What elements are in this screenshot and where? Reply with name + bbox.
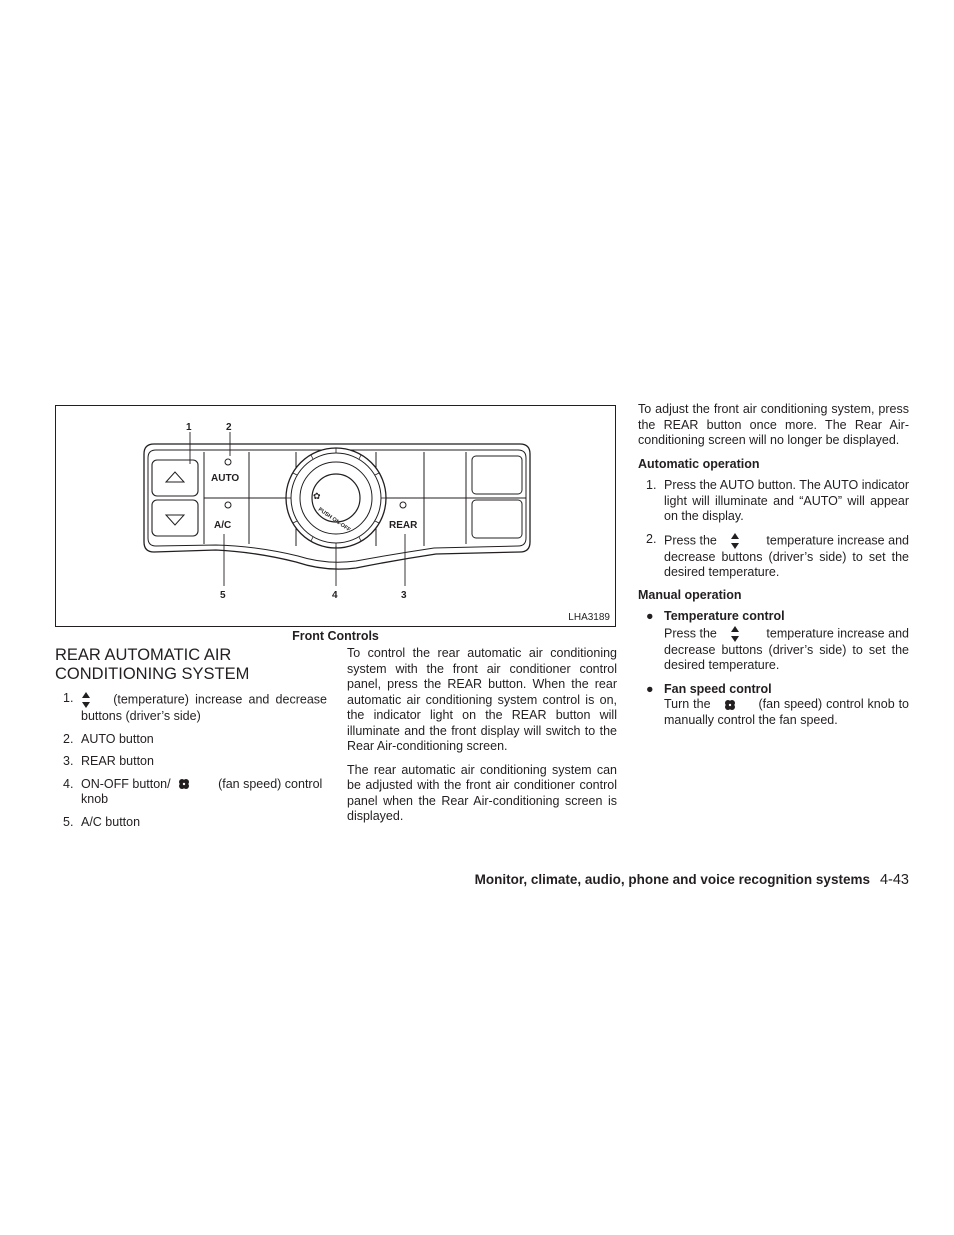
ac-panel-label: A/C: [214, 520, 232, 531]
list-number: 3.: [63, 754, 74, 768]
paragraph: To control the rear automatic air conditioning system with the front air conditioner control panel, press the REAR button. When the rear automatic air conditioning system control is on, the indicator light on the REAR button will illuminate and the front display will switch to the Rear Air-conditioning screen.: [347, 646, 617, 753]
automatic-operation-heading: Automatic operation: [638, 456, 760, 471]
section-title: [55, 646, 327, 683]
temp-updown-icon: [730, 625, 740, 643]
step-text-after: temperature increase and decrease buttons (driver’s side) to set the desired temperature.: [664, 532, 909, 579]
list-item: [55, 815, 327, 831]
component-list: [55, 691, 327, 830]
column-3: [638, 402, 909, 736]
bullet-item: [638, 609, 909, 674]
list-item: [55, 777, 327, 808]
bullet-text-after: (fan speed) control knob to manually control the fan speed.: [664, 697, 909, 727]
list-number: 1.: [63, 691, 74, 705]
list-number: 5.: [63, 814, 74, 829]
callout-4: 4: [332, 590, 338, 601]
bullet-item: [638, 682, 909, 729]
bullet-body: [664, 697, 909, 728]
list-text: A/C button: [81, 814, 141, 829]
knob-fan-icon: ✿: [313, 492, 321, 502]
bullet-body: [664, 625, 909, 674]
paragraph: The rear automatic air conditioning system can be adjusted with the front air conditioner control panel when the Rear Air-conditioning screen is displayed.: [347, 762, 617, 823]
list-item: [55, 691, 327, 725]
callout-3: 3: [401, 590, 407, 601]
bullet-dot: ●: [646, 681, 654, 696]
page-number: 4-43: [879, 872, 909, 888]
list-item: [55, 754, 327, 770]
list-text-after: (fan speed) control knob: [81, 776, 323, 806]
page-footer: [475, 872, 909, 888]
list-text-before: ON-OFF button/: [81, 776, 171, 791]
step-number: 1.: [646, 478, 657, 492]
step-text: Press the AUTO button. The AUTO indicator light will illuminate and “AUTO” will appear on the display.: [664, 478, 909, 523]
front-controls-figure: [55, 405, 616, 627]
knob-label: PUSH ON-OFF: [316, 506, 352, 534]
list-number: 4.: [63, 776, 74, 791]
chapter-title: Monitor, climate, audio, phone and voice recognition systems: [474, 872, 870, 887]
list-text: REAR button: [81, 754, 154, 768]
column-2: [347, 646, 617, 833]
step-number: 2.: [646, 531, 657, 546]
callout-5: 5: [220, 590, 226, 601]
intro-paragraph: To adjust the front air conditioning system, press the REAR button once more. The Rear Air-conditioning screen will no longer be displayed.: [638, 402, 909, 447]
bullet-text-before: Turn the: [664, 697, 711, 711]
figure-code: LHA3189: [568, 612, 610, 623]
fan-icon: [178, 778, 190, 790]
list-text: AUTO button: [81, 731, 154, 746]
automatic-steps: [638, 478, 909, 581]
bullet-text-after: temperature increase and decrease buttons (driver’s side) to set the desired temperature.: [664, 625, 909, 672]
list-item: [55, 732, 327, 748]
step-text-before: Press the: [664, 532, 717, 547]
temp-updown-icon: [81, 691, 91, 709]
step-item: [638, 532, 909, 581]
bullet-text-before: Press the: [664, 625, 717, 640]
manual-operation-heading: Manual operation: [638, 587, 742, 602]
rear-panel-label: REAR: [389, 520, 418, 531]
temp-updown-icon: [730, 532, 740, 550]
fan-icon: [724, 699, 736, 711]
bullet-dot: ●: [646, 609, 654, 623]
callout-2: 2: [226, 422, 232, 433]
bullet-title: Temperature control: [664, 609, 785, 623]
figure-caption: Front Controls: [292, 629, 379, 643]
step-item: [638, 478, 909, 525]
section-title-line1: REAR AUTOMATIC AIR: [55, 646, 232, 664]
column-1: [55, 646, 327, 837]
control-panel-illustration: [56, 406, 617, 628]
section-title-line2: CONDITIONING SYSTEM: [55, 664, 250, 683]
callout-1: 1: [186, 422, 192, 433]
auto-panel-label: AUTO: [211, 473, 240, 484]
bullet-title: Fan speed control: [664, 681, 772, 696]
list-number: 2.: [63, 731, 74, 746]
list-text: (temperature) increase and decrease buttons (driver’s side): [81, 692, 327, 723]
